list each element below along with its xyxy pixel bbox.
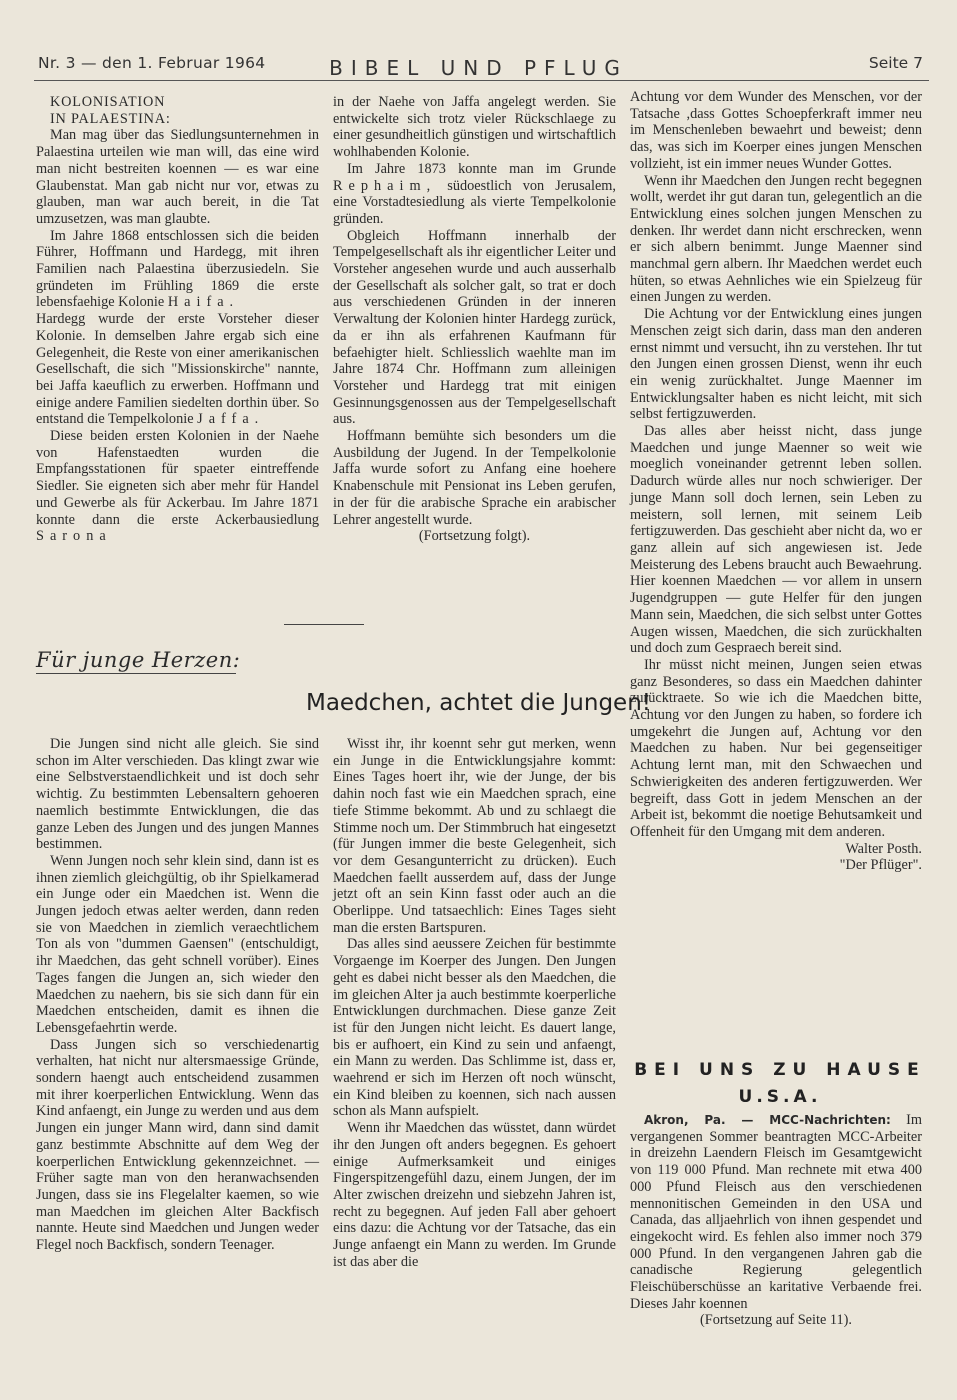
article-jungen-col2 [333, 736, 616, 1271]
paragraph: Im Jahre 1873 konnte man im Grunde Rephaim, südoestlich von Jerusalem, eine Vorstadtesiedlung als vierte Tempelkolonie gründen. [333, 160, 616, 227]
article-jungen-col3 [630, 89, 922, 874]
continued-note: (Fortsetzung folgt). [418, 528, 531, 545]
paragraph: Die Jungen sind nicht alle gleich. Sie sind schon im Alter verschieden. Das klingt zwar wie eine Selbstverstaendlichkeit und ist doch sehr wichtig. Zu bestimmten Lebensaltern gehoeren naemlich bestimmte Entwicklungen, die das ganze Leben des Jungen und des jungen Mannes bestimmen. [36, 736, 319, 853]
page-number: Seite 7 [868, 54, 923, 72]
header-rule [34, 80, 929, 81]
paragraph: Obgleich Hoffmann innerhalb der Tempelgesellschaft als ihr eigentlicher Leiter und Vorsteher angesehen wurde und auch ausserhalb der Gesellschaft als solcher galt, so trat er doch aus verschiedenen Gründen in der inneren Verwaltung der Kolonien hinter Hardegg zurück, da er ihn als erfahrenen Kaufmann für befaehigter hielt. Schliesslich waehlte man im Jahre 1874 Chr. Hoffmann zum alleinigen Vorsteher und Hardegg trat mit einigen Gesinnungsgenossen aus der Tempelgesellschaft aus. [333, 227, 616, 428]
paragraph: Wenn ihr Maedchen das wüsstet, dann würdet ihr den Jungen oft anders begegnen. Es gehoert einige Aufmerksamkeit und einiges Fingerspitzengefühl dazu, einem Jungen, der im Alter zwischen dreizehn und siebzehn Jahren ist, recht zu begegnen. Auf jeden Fall aber gehoert eins dazu: die Achtung vor der Tatsache, das ein Junge anfaengt ein Mann zu werden. Im Grunde ist das aber die [333, 1120, 616, 1270]
continued-note: (Fortsetzung auf Seite 11). [700, 1312, 852, 1329]
paragraph: Die Achtung vor der Entwicklung eines jungen Menschen zeigt sich darin, dass man den anderen ernst nimmt und versucht, ihn zu verstehen. Ihr tut den Jungen einen grossen Dienst, wenn ihr euch ein wenig zurückhaltet. Junge Maenner im Entwicklungsalter haben es nicht leicht, mit sich selbst fertigzuwerden. [630, 306, 922, 423]
paragraph: Akron, Pa. — MCC-Nachrichten: Im vergangenen Sommer beantragten MCC-Arbeiter in dreizehn Laendern Fleisch im Gesamtgewicht von 119 000 Pfund. Man rechnete mit etwa 400 000 Pfund Fleisch aus den verschiedenen mennonitischen Gemeinden in den USA und Canada, das alljaehrlich von ihnen gespendet und eingekocht wird. Es fehlen also immer noch 379 000 Pfund. In den vergangenen Jahren gab die canadische Regierung gelegentlich Fleischüberschüsse an karitative Verbaende frei. Dieses Jahr koennen [630, 1112, 922, 1312]
paragraph: Man mag über das Siedlungsunternehmen in Palaestina urteilen wie man will, das eine wird man nicht bestreiten koennen — es war eine Glaubenstat. Man gab nicht nur vor, etwas zu glauben, man war auch bereit, in die Tat umzusetzen, was man glaubte. [36, 127, 319, 227]
issue-date: Nr. 3 — den 1. Februar 1964 [38, 54, 266, 72]
section-rule [36, 673, 236, 674]
masthead-title: BIBEL UND PFLUG [329, 56, 628, 80]
paragraph: Wenn Jungen noch sehr klein sind, dann ist es ihnen ziemlich gleichgültig, ob ihr Spielkamerad ein Junge oder ein Maedchen ist. Wenn die Jungen jedoch etwas aelter werden, dann reden sie von Maedchen in ziemlich veraechtlichem Ton als von "dummen Gaensen" (entschuldigt, ihr Maedchen, das geht schnell vorüber). Eines Tages fangen die Jungen an, sich wieder den Maedchen zu naehern, bis sie sich dann für ein Maedchen entscheiden, damit es ihnen die Lebensgefaehrtin werde. [36, 852, 319, 1036]
article-kolonisation-col2 [333, 94, 616, 545]
place-rephaim: Rephaim, [333, 177, 437, 194]
paragraph: Achtung vor dem Wunder des Menschen, vor der Tatsache ,dass Gottes Schoepferkraft immer neu im Menschenleben bewaehrt und beweist; denn das, was sich im Koerper eines jungen Menschen vollzieht, ist ein immer neues Wunder Gottes. [630, 89, 922, 172]
article-jungen-col1 [36, 736, 319, 1254]
place-sarona: Sarona [36, 528, 112, 545]
article-bei-uns [630, 1112, 922, 1329]
paragraph: Hoffmann bemühte sich besonders um die Ausbildung der Jugend. In der Tempelkolonie Jaffa wurde sofort zu Anfang eine hoehere Knabenschule mit Pensionat ins Leben gerufen, in der für die arabische Sprache ein arabischer Lehrer angestellt wurde. [333, 428, 616, 528]
paragraph: Diese beiden ersten Kolonien in der Naehe von Hafenstaedten wurden die Empfangsstationen für spaeter eintreffende Siedler. Sie eigneten sich aber mehr für Handel und Gewerbe als für Ackerbau. Im Jahre 1871 konnte dann die erste Ackerbausiedlung Sarona [36, 428, 319, 545]
bei-uns-title: BEI UNS ZU HAUSE [634, 1060, 926, 1080]
article-headline: Maedchen, achtet die Jungen! [305, 690, 651, 716]
section-heading: Für junge Herzen: [36, 648, 241, 672]
source: "Der Pflüger". [839, 857, 922, 874]
article-title-line1: KOLONISATION [50, 94, 166, 110]
bei-uns-subtitle: U.S.A. [738, 1087, 822, 1107]
paragraph: Hardegg wurde der erste Vorsteher dieser Kolonie. In demselben Jahre ergab sich eine Gelegenheit, die Reste von einer amerikanischen Gesellschaft, die sich "Missionskirche" nannte, bei Jaffa kaeuflich zu erwerben. Hoffmann und einige andere Familien siedelten dorthin über. So entstand die Tempelkolonie Jaffa. [36, 311, 319, 428]
article-kolonisation-col1 [36, 94, 319, 545]
dateline: Akron, Pa. — MCC-Nachrichten: [644, 1113, 891, 1127]
paragraph: Ihr müsst nicht meinen, Jungen seien etwas ganz Besonderes, so dass ein Maedchen dahinter zurücktraete. So wie ich die Maedchen bitte, Achtung vor den Jungen zu haben, so fordere ich umgekehrt die Jungen auf, Achtung vor den Maedchen zu haben. Nur bei gegenseitiger Achtung lernt man, mit den Schwaechen und Schwierigkeiten des anderen fertigzuwerden. Wer begreift, dass Gott in jedem Menschen an der Arbeit ist, bekommt die noetige Behutsamkeit und Offenheit für den Umgang mit dem anderen. [630, 656, 922, 840]
author: Walter Posth. [845, 840, 922, 857]
paragraph: Im Jahre 1868 entschlossen sich die beiden Führer, Hoffmann und Hardegg, mit ihren Familien nach Palaestina überzusiedeln. Sie gründeten im Frühling 1869 die erste lebensfaehige Kolonie Haifa. [36, 227, 319, 311]
paragraph: Das alles aber heisst nicht, dass junge Maedchen und junge Maenner so weit wie moeglich voneinander getrennt leben sollen. Dadurch würde alles nur noch schwieriger. Der junge Mann soll doch lernen, sein Leben zu meistern, soll lernen, mit seinem Leib fertigzuwerden. Das geschieht aber nicht da, wo er ganz allein auf sich angewiesen ist. Jede Meisterung des Lebens braucht auch Bewaehrung. Hier koennen Maedchen — vor allem in unsern Jugendgruppen — gute Helfer für den jungen Mann sein, Maedchen, die sich selbst unter Gottes Augen wissen, Maedchen, die sich zurückhalten und doch zum Gespraech bereit sind. [630, 423, 922, 657]
place-jaffa: Jaffa. [197, 411, 265, 428]
paragraph: Dass Jungen sich so verschiedenartig verhalten, hat nicht nur altersmaessige Gründe, sondern haengt auch entscheidend zusammen mit ihrer koerperlichen Entwicklung. Wenn das Kind anfaengt, ein Junge zu werden und aus dem Jungen ein junger Mann wird, dann sind damit ganz bestimmte Abschnitte auf dem Weg der koerperlichen Entwicklung gekennzeichnet. — Früher sagte man von den heranwachsenden Jungen, dass sie ins Flegelalter kaemen, so wie man Maedchen im gleichen Alter Backfisch nannte. Heute sind Maedchen und Jungen weder Flegel noch Backfisch, sondern Teenager. [36, 1036, 319, 1254]
paragraph: Das alles sind aeussere Zeichen für bestimmte Vorgaenge im Koerper des Jungen. Den Jungen geht es dabei nicht besser als den Maedchen, die im gleichen Alter ja auch bestimmte koerperliche Entwicklungen durchmachen. Diese ganze Zeit ist für den Jungen nicht leicht. Es dauert lange, bis er aufhoert, ein Kind zu sein und anfaengt, ein Mann zu werden. Das Schlimme ist, dass er, waehrend er sich im Herzen oft noch wünscht, ein Kind bleiben zu koennen, sich nach aussen schon als Mann aufspielt. [333, 936, 616, 1120]
article-title-line2: IN PALAESTINA: [50, 110, 171, 127]
paragraph: in der Naehe von Jaffa angelegt werden. Sie entwickelte sich trotz vieler Rückschlaege zu einer gesundheitlich günstigen und wirtschaftlich wohlhabenden Kolonie. [333, 94, 616, 161]
paragraph: Wenn ihr Maedchen den Jungen recht begegnen wollt, werdet ihr gut daran tun, gelegentlich an die Entwicklung eines solchen jungen Menschen zu denken. Ihr werdet dann nicht erschrecken, wenn er sich albern benimmt. Junge Maenner sind manchmal gern albern. Ihr Maedchen werdet euch hüten, so etwas Aehnliches wie ein Spielzeug für einen Jungen zu werden. [630, 172, 922, 306]
article-separator [284, 624, 364, 625]
place-haifa: Haifa. [167, 294, 240, 311]
paragraph: Wisst ihr, ihr koennt sehr gut merken, wenn ein Junge in die Entwicklungsjahre kommt: Eines Tages hoert ihr, wie der Junge, der bis dahin noch fast wie ein Maedchen sprach, eine tiefe Stimme bekommt. Ab und zu schlaegt die Stimme noch um. Der Stimmbruch hat eingesetzt (für Jungen immer die beste Gelegenheit, sich vor dem Gesangunterricht zu drücken). Euch Maedchen faellt ausserdem auf, dass der Junge jetzt oft an sein Kinn fasst oder auch an die Oberlippe. Und tatsaechlich: Eines Tages sieht man die ersten Bartspuren. [333, 736, 616, 936]
